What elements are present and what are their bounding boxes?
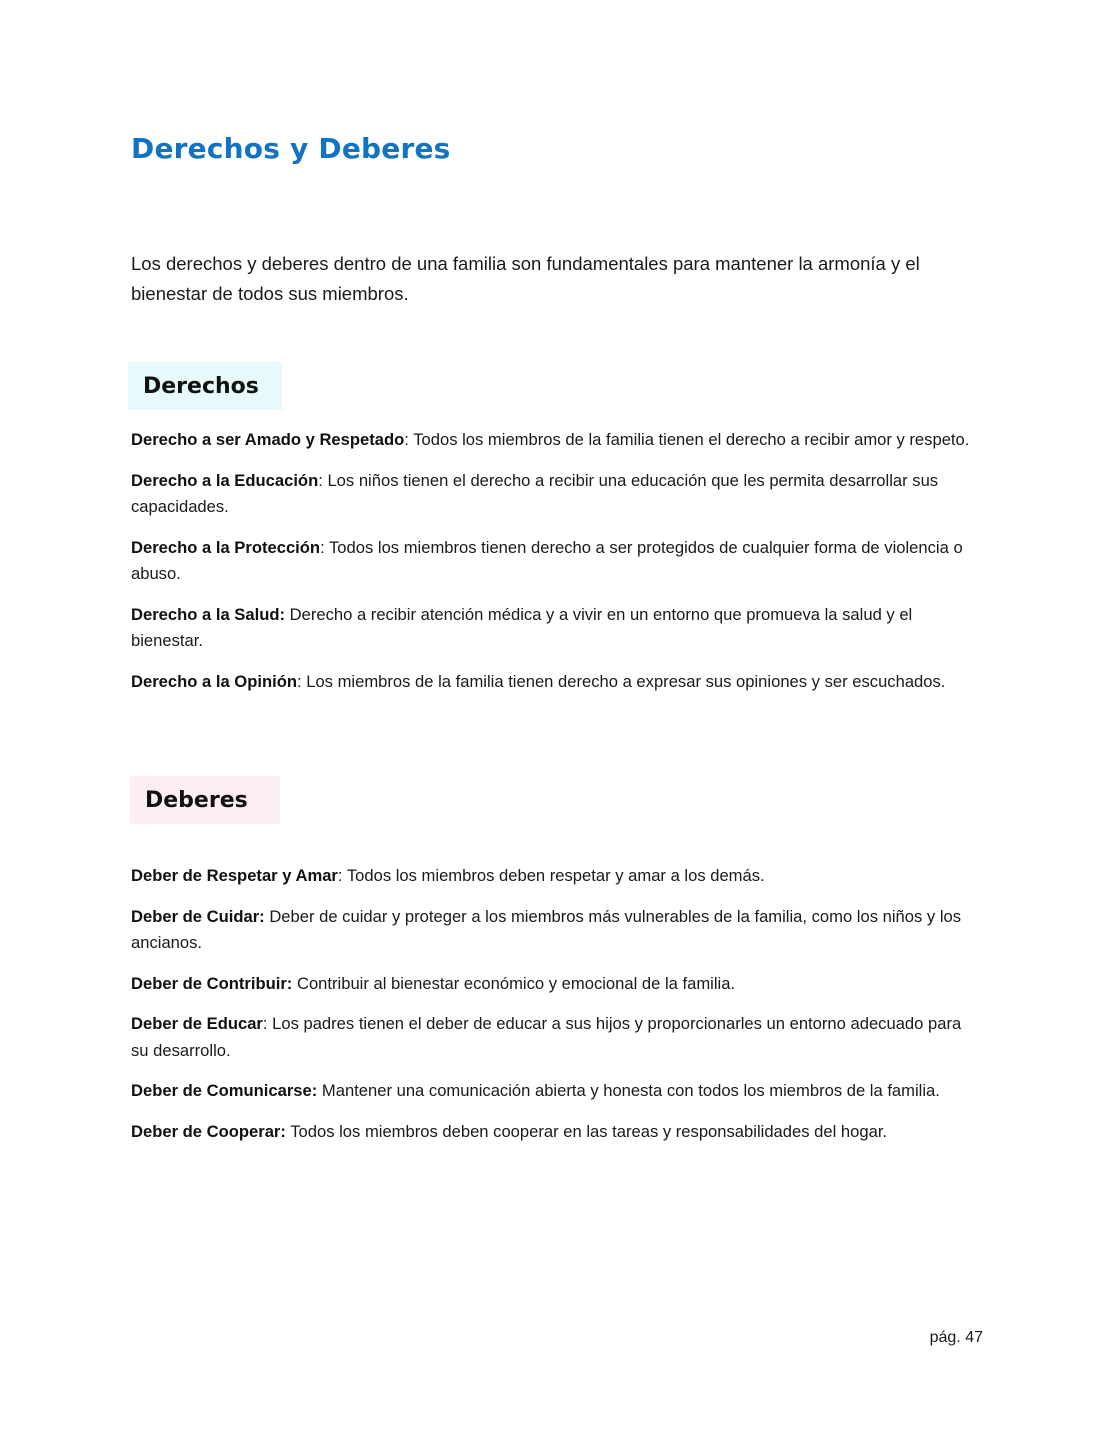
list-item — [131, 602, 983, 655]
item-term: Deber de Contribuir: — [131, 973, 293, 993]
item-term: Derecho a la Educación — [131, 470, 319, 490]
list-item — [131, 669, 983, 696]
item-text: Los miembros de la familia tienen derecho a expresar sus opiniones y ser escuchados. — [301, 671, 946, 691]
item-text: Derecho a recibir atención médica y a vivir en un entorno que promueva la salud y el bienestar. — [131, 604, 913, 650]
item-text: Contribuir al bienestar económico y emocional de la familia. — [292, 973, 736, 993]
item-text: Los padres tienen el deber de educar a sus hijos y proporcionarles un entorno adecuado para su desarrollo. — [131, 1014, 962, 1060]
item-text: Todos los miembros tienen derecho a ser protegidos de cualquier forma de violencia o abuso. — [131, 537, 963, 583]
item-term: Deber de Cuidar: — [131, 906, 265, 926]
document-page — [131, 0, 983, 1440]
section-heading-label: Deberes — [145, 787, 248, 813]
page-title: Derechos y Deberes — [131, 132, 451, 165]
list-item — [131, 1119, 983, 1146]
item-separator: : — [404, 430, 409, 449]
item-term: Deber de Respetar y Amar — [131, 866, 338, 885]
item-term: Deber de Cooperar: — [131, 1121, 286, 1141]
item-text: Los niños tienen el derecho a recibir una educación que les permita desarrollar sus capacidades. — [131, 470, 939, 516]
item-separator: : — [262, 1014, 268, 1033]
derechos-list — [131, 427, 983, 709]
list-item — [131, 1078, 983, 1105]
item-term: Derecho a ser Amado y Respetado — [131, 430, 405, 449]
item-text: Mantener una comunicación abierta y honesta con todos los miembros de la familia. — [317, 1081, 940, 1100]
list-item — [131, 535, 983, 588]
item-term: Derecho a la Salud: — [131, 604, 286, 624]
item-term: Deber de Comunicarse: — [131, 1081, 318, 1100]
page-number: pág. 47 — [929, 1329, 983, 1346]
item-separator: : — [320, 537, 325, 557]
item-text: Todos los miembros deben respetar y amar a los demás. — [342, 866, 765, 885]
intro-paragraph: Los derechos y deberes dentro de una familia son fundamentales para mantener la armonía y el bienestar de todos sus miembros. — [131, 253, 920, 304]
item-term: Derecho a la Protección — [131, 537, 321, 557]
list-item — [131, 971, 983, 998]
item-term: Derecho a la Opinión — [131, 671, 297, 691]
list-item — [131, 904, 983, 957]
section-heading-label: Derechos — [143, 373, 259, 399]
item-text: Deber de cuidar y proteger a los miembros más vulnerables de la familia, como los niños y los ancianos. — [131, 906, 962, 952]
item-text: Todos los miembros de la familia tienen el derecho a recibir amor y respeto. — [408, 430, 970, 449]
item-separator: : — [337, 866, 343, 885]
list-item — [131, 427, 983, 454]
item-text: Todos los miembros deben cooperar en las tareas y responsabilidades del hogar. — [285, 1121, 888, 1141]
deberes-list — [131, 863, 983, 1159]
section-heading-derechos — [128, 362, 282, 410]
item-separator: : — [318, 470, 323, 490]
list-item — [131, 468, 983, 521]
list-item — [131, 863, 983, 890]
item-separator: : — [296, 671, 302, 691]
list-item — [131, 1011, 983, 1064]
item-term: Deber de Educar — [131, 1014, 263, 1033]
section-heading-deberes — [130, 776, 280, 824]
